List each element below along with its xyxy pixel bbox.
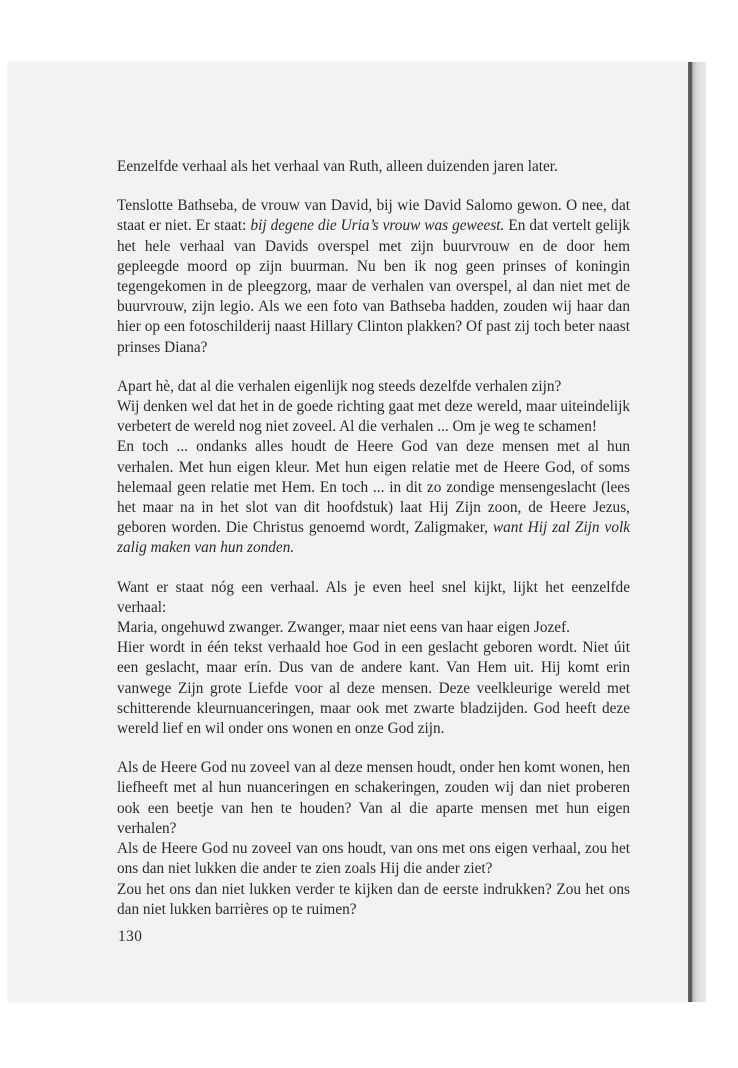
paragraph-gap [117, 559, 630, 578]
text-run: En dat vertelt gelijk het hele verhaal van Davids overspel met zijn buurvrouw en de door hem gepleegde moord op zijn buurman. Nu ben ik nog geen prinses of koningin tegengekomen in de pleegzorg, maar de verhalen van overspel, al dan niet met de buurvrouw, zijn legio. Als we een foto van Bathseba hadden, zouden wij haar dan hier op een fotoschilderij naast Hillary Clinton plakken? Of past zij toch beter naast prinses Diana? [117, 217, 631, 356]
text-run: En toch ... ondanks alles houdt de Heere God van deze mensen met al hun verhalen. Met hun eigen kleur. Met hun eigen relatie met de Heere God, of soms helemaal geen relatie met Hem. En toch ... in dit zo zondige mensengeslacht (lees het maar na in het slot van dit hoofdstuk) laat Hij Zijn zoon, de Heere Jezus, geboren worden. Die Christus genoemd wordt, Zaligmaker, [117, 438, 630, 537]
text-run: Want er staat nóg een verhaal. Als je even heel snel kijkt, lijkt het eenzelfde verhaal: [117, 578, 630, 616]
paragraph-gap [117, 358, 630, 377]
paragraph-gap [117, 177, 630, 196]
text-run: Hier wordt in één tekst verhaald hoe God in een geslacht geboren wordt. Niet úit een geslacht, maar erín. Dus van de andere kant. Van Hem uit. Hij komt erin vanwege Zijn grote Liefde voor al deze mensen. Deze veelkleurige wereld met schitterende kleurnuanceringen, maar ook met zwarte bladzijden. God heeft deze wereld lief en wil onder ons wonen en onze God zijn. [117, 639, 630, 738]
paragraph-p3 [117, 377, 630, 397]
italic-run: want Hij zal Zijn volk zalig maken van hun zonden. [117, 519, 631, 557]
text-run: Wij denken wel dat het in de goede richting gaat met deze wereld, maar uiteindelijk verbetert de wereld nog niet zoveel. Al die verhalen ... Om je weg te schamen! [117, 398, 630, 436]
paragraph-p7 [117, 618, 630, 638]
page-edge-shadow [688, 62, 706, 1002]
text-run: Als de Heere God nu zoveel van ons houdt, van ons met ons eigen verhaal, zou het ons dan niet lukken die ander te zien zoals Hij die ander ziet? [117, 840, 630, 878]
paragraph-p1 [117, 157, 630, 177]
paragraph-p8 [117, 638, 630, 739]
paragraph-gap [117, 739, 630, 758]
paragraph-p2 [117, 196, 630, 358]
text-run: Zou het ons dan niet lukken verder te kijken dan de eerste indrukken? Zou het ons dan niet lukken barrières op te ruimen? [117, 880, 630, 918]
text-run: Tenslotte Bathseba, de vrouw van David, bij wie David Salomo gewon. O nee, dat staat er niet. Er staat: [117, 197, 630, 235]
paragraph-p10 [117, 839, 630, 879]
paragraph-p11 [117, 880, 630, 920]
text-run: Als de Heere God nu zoveel van al deze mensen houdt, onder hen komt wonen, hen liefheeft met al hun nuanceringen en schakeringen, zouden wij dan niet proberen ook een beetje van hen te houden? Van al die aparte mensen met hun eigen verhalen? [117, 759, 630, 837]
text-run: Eenzelfde verhaal als het verhaal van Ruth, alleen duizenden jaren later. [117, 158, 558, 175]
page-number: 130 [118, 928, 143, 945]
paragraph-p6 [117, 578, 630, 618]
paragraph-p5 [117, 437, 630, 558]
italic-run: bij degene die Uria’s vrouw was geweest. [250, 217, 505, 235]
text-run: Apart hè, dat al die verhalen eigenlijk nog steeds dezelfde verhalen zijn? [117, 377, 562, 395]
text-run: Maria, ongehuwd zwanger. Zwanger, maar niet eens van haar eigen Jozef. [117, 619, 570, 637]
body-text [117, 157, 630, 920]
paragraph-p9 [117, 758, 630, 839]
paragraph-p4 [117, 397, 630, 437]
